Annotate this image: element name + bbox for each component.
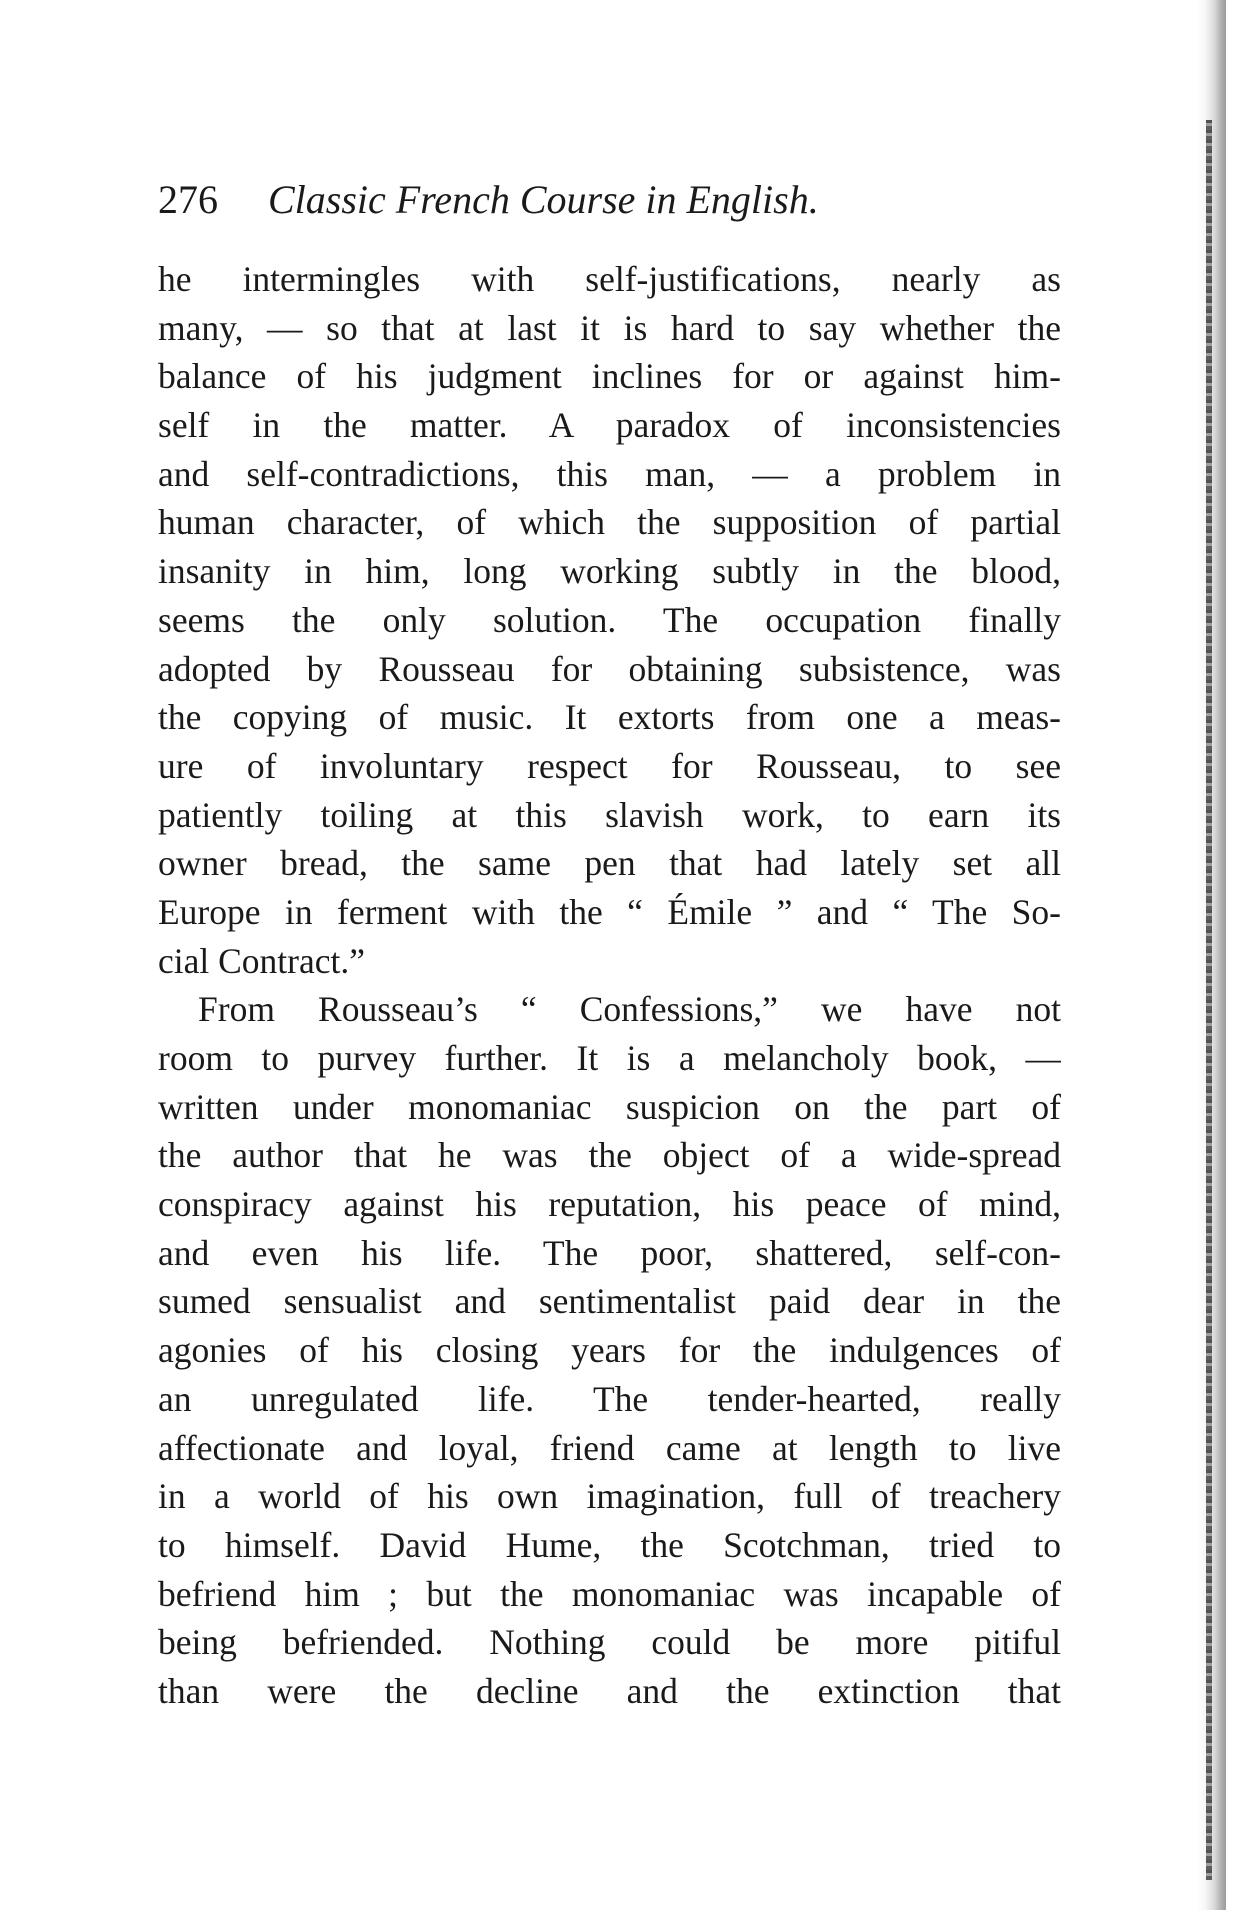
- text-line: agonies of his closing years for the indulgences of: [158, 1330, 1061, 1371]
- text-line: in a world of his own imagination, full of treachery: [158, 1476, 1061, 1517]
- text-line: owner bread, the same pen that had lately set all: [158, 843, 1061, 884]
- text-line: the copying of music. It extorts from one a meas-: [158, 697, 1061, 738]
- text-line: befriend him ; but the monomaniac was incapable of: [158, 1573, 1061, 1614]
- text-line: being befriended. Nothing could be more pitiful: [158, 1622, 1061, 1663]
- text-line: to himself. David Hume, the Scotchman, tried to: [158, 1524, 1061, 1565]
- text-line: conspiracy against his reputation, his peace of mind,: [158, 1184, 1061, 1225]
- page-header: [158, 170, 1058, 230]
- text-line: he intermingles with self-justifications, nearly as: [158, 259, 1061, 299]
- text-line: and self-contradictions, this man, — a problem in: [158, 453, 1061, 494]
- page-number: 276: [158, 177, 218, 222]
- text-line: sumed sensualist and sentimentalist paid dear in the: [158, 1281, 1061, 1322]
- text-line: many, — so that at last it is hard to say whether the: [158, 307, 1061, 348]
- text-line: the author that he was the object of a wide-spread: [158, 1135, 1061, 1176]
- text-line: balance of his judgment inclines for or against him-: [158, 356, 1061, 397]
- text-line: than were the decline and the extinction that: [158, 1670, 1061, 1711]
- text-line: human character, of which the supposition of partial: [158, 502, 1061, 543]
- text-line: insanity in him, long working subtly in the blood,: [158, 551, 1061, 592]
- text-line: and even his life. The poor, shattered, self-con-: [158, 1232, 1061, 1273]
- text-line: an unregulated life. The tender-hearted, really: [158, 1378, 1061, 1419]
- text-line: patiently toiling at this slavish work, to earn its: [158, 794, 1061, 835]
- text-line: self in the matter. A paradox of inconsistencies: [158, 405, 1061, 446]
- page-gutter-edge: [1206, 120, 1212, 1880]
- text-line: written under monomaniac suspicion on the part of: [158, 1086, 1061, 1127]
- text-line: seems the only solution. The occupation finally: [158, 599, 1061, 640]
- paragraph-2: [158, 985, 1061, 1715]
- paragraph-1: [158, 255, 1061, 985]
- text-line: cial Contract.”: [158, 940, 365, 981]
- text-line: affectionate and loyal, friend came at length to live: [158, 1427, 1061, 1468]
- text-line: Europe in ferment with the “ Émile ” and “ The So-: [158, 891, 1061, 932]
- text-line: From Rousseau’s “ Confessions,” we have not: [198, 989, 1061, 1030]
- text-body: [158, 255, 1061, 1716]
- running-title: Classic French Course in English.: [268, 177, 819, 222]
- text-line: room to purvey further. It is a melancholy book, —: [158, 1038, 1061, 1078]
- text-line: adopted by Rousseau for obtaining subsistence, was: [158, 648, 1061, 689]
- text-line: ure of involuntary respect for Rousseau, to see: [158, 745, 1061, 786]
